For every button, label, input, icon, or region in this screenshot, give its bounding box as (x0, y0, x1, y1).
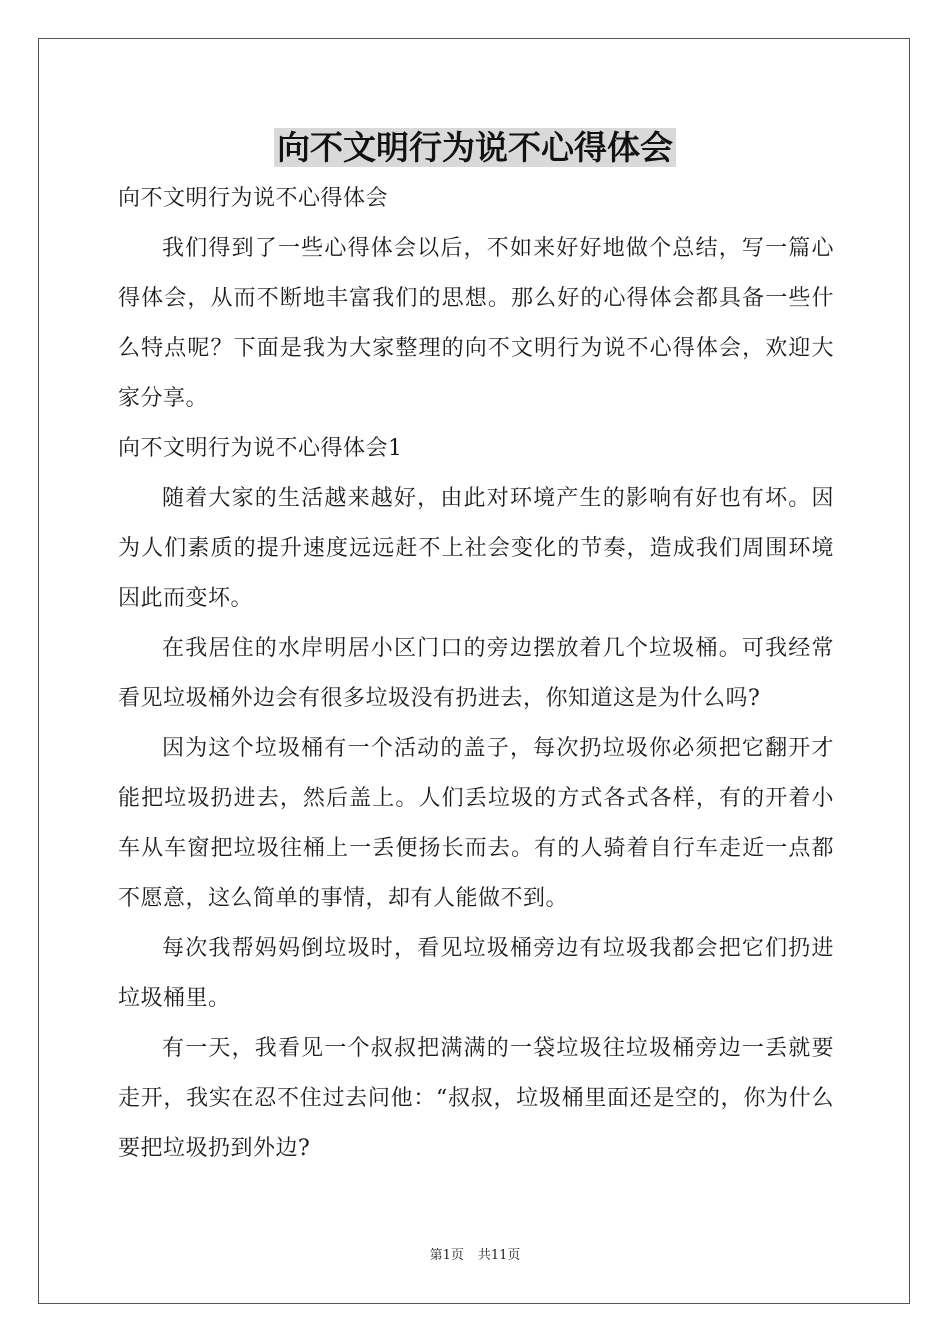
page-footer (0, 1246, 950, 1266)
paragraph: 在我居住的水岸明居小区门口的旁边摆放着几个垃圾桶。可我经常看见垃圾桶外边会有很多垃圾没有扔进去，你知道这是为什么吗? (118, 636, 834, 711)
section-heading: 向不文明行为说不心得体会1 (118, 436, 403, 461)
page-number: 第1页 (429, 1248, 464, 1263)
paragraph: 我们得到了一些心得体会以后，不如来好好地做个总结，写一篇心得体会，从而不断地丰富我们的思想。那么好的心得体会都具备一些什么特点呢？下面是我为大家整理的向不文明行为说不心得体会，欢迎大家分享。 (118, 236, 834, 411)
document-body (118, 174, 834, 1174)
paragraph: 随着大家的生活越来越好，由此对环境产生的影响有好也有坏。因为人们素质的提升速度远远赶不上社会变化的节奏，造成我们周围环境因此而变坏。 (118, 486, 834, 611)
document-title-text: 向不文明行为说不心得体会 (274, 128, 676, 167)
document-title (0, 124, 950, 172)
paragraph: 因为这个垃圾桶有一个活动的盖子，每次扔垃圾你必须把它翻开才能把垃圾扔进去，然后盖上。人们丢垃圾的方式各式各样，有的开着小车从车窗把垃圾往桶上一丢便扬长而去。有的人骑着自行车走近一点都不愿意，这么简单的事情，却有人能做不到。 (118, 736, 834, 911)
page-total: 共11页 (477, 1248, 521, 1263)
paragraph: 有一天，我看见一个叔叔把满满的一袋垃圾往垃圾桶旁边一丢就要走开，我实在忍不住过去问他：“叔叔，垃圾桶里面还是空的，你为什么要把垃圾扔到外边? (118, 1036, 834, 1161)
paragraph: 每次我帮妈妈倒垃圾时，看见垃圾桶旁边有垃圾我都会把它们扔进垃圾桶里。 (118, 936, 834, 1011)
paragraph: 向不文明行为说不心得体会 (118, 186, 389, 211)
